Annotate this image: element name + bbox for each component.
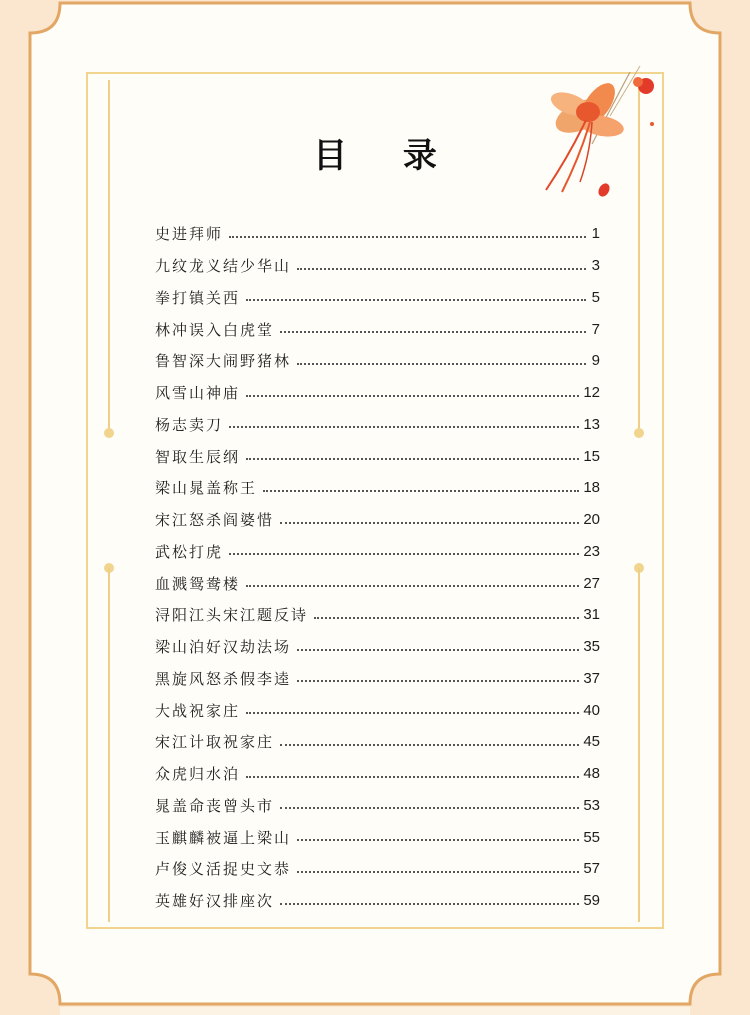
toc-leader-dots [246,776,579,778]
toc-entry-title: 浔阳江头宋江题反诗 [155,606,309,625]
toc-entry-page: 27 [583,574,600,592]
right-rule-upper-end [634,428,644,438]
toc-entry[interactable] [155,726,600,758]
toc-leader-dots [280,807,579,809]
toc-entry[interactable] [155,472,600,504]
toc-leader-dots [280,903,579,905]
toc-leader-dots [297,363,586,365]
toc-entry-title: 风雪山神庙 [155,384,241,403]
toc-entry-page: 45 [583,733,600,751]
left-rule-upper-end [104,428,114,438]
toc-entry-page: 55 [583,828,600,846]
toc-entry-title: 鲁智深大闹野猪林 [155,352,292,371]
toc-entry[interactable] [155,853,600,885]
toc-entry-title: 宋江计取祝家庄 [155,733,275,752]
toc-entry-title: 卢俊义活捉史文恭 [155,860,292,879]
toc-entry-page: 20 [583,511,600,529]
toc-entry-page: 18 [583,479,600,497]
toc-entry-page: 3 [591,257,600,275]
toc-entry[interactable] [155,631,600,663]
toc-entry-page: 37 [583,669,600,687]
page-title: 目 录 [313,136,459,176]
toc-leader-dots [229,236,586,238]
toc-entry-title: 宋江怒杀阎婆惜 [155,511,275,530]
toc-entry-page: 7 [591,320,600,338]
toc-entry-page: 13 [583,415,600,433]
toc-leader-dots [297,649,579,651]
toc-entry[interactable] [155,313,600,345]
toc-entry[interactable] [155,440,600,472]
toc-entry-page: 48 [583,765,600,783]
toc-leader-dots [246,458,579,460]
toc-entry-title: 杨志卖刀 [155,415,224,434]
toc-leader-dots [297,871,579,873]
toc-entry[interactable] [155,790,600,822]
toc-entry-title: 九纹龙义结少华山 [155,257,292,276]
bottom-strip [60,1007,690,1015]
toc-entry-title: 晁盖命丧曾头市 [155,796,275,815]
toc-entry-page: 23 [583,542,600,560]
toc-entry[interactable] [155,504,600,536]
toc-entry[interactable] [155,694,600,726]
toc-leader-dots [314,617,579,619]
toc-leader-dots [280,331,586,333]
toc-leader-dots [297,680,579,682]
toc-entry-title: 拳打镇关西 [155,288,241,307]
toc-entry[interactable] [155,567,600,599]
toc-entry-title: 玉麒麟被逼上梁山 [155,828,292,847]
toc-leader-dots [229,426,579,428]
toc-entry-title: 武松打虎 [155,542,224,561]
toc-entry[interactable] [155,599,600,631]
toc-entry-page: 15 [583,447,600,465]
toc-entry-page: 5 [591,288,600,306]
left-rule-lower [108,568,110,922]
toc-entry-page: 9 [591,352,600,370]
toc-leader-dots [280,744,579,746]
toc-entry-title: 梁山泊好汉劫法场 [155,638,292,657]
toc-leader-dots [246,712,579,714]
toc-entry-page: 59 [583,892,600,910]
toc-entry-title: 黑旋风怒杀假李逵 [155,669,292,688]
toc-entry[interactable] [155,758,600,790]
toc-entry[interactable] [155,345,600,377]
toc-entry-title: 大战祝家庄 [155,701,241,720]
toc-entry[interactable] [155,282,600,314]
toc-entry-title: 林冲误入白虎堂 [155,320,275,339]
toc-entry-page: 31 [583,606,600,624]
toc-entry[interactable] [155,663,600,695]
toc-entry-title: 梁山晁盖称王 [155,479,258,498]
toc-leader-dots [297,839,579,841]
right-rule-lower [638,568,640,922]
toc-entry-title: 史进拜师 [155,225,224,244]
toc-leader-dots [297,268,586,270]
toc-entry[interactable] [155,250,600,282]
toc-entry-page: 40 [583,701,600,719]
toc-entry-page: 53 [583,796,600,814]
toc-leader-dots [229,553,579,555]
toc-entry-page: 12 [583,384,600,402]
toc-entry-title: 血溅鸳鸯楼 [155,574,241,593]
toc-leader-dots [246,585,579,587]
toc-entry[interactable] [155,218,600,250]
toc-leader-dots [246,299,586,301]
toc-entry[interactable] [155,885,600,917]
toc-entry-title: 众虎归水泊 [155,765,241,784]
toc-entry[interactable] [155,821,600,853]
toc-entry-title: 英雄好汉排座次 [155,892,275,911]
toc-leader-dots [263,490,579,492]
toc-entry-page: 1 [591,225,600,243]
toc-entry[interactable] [155,536,600,568]
toc-entry[interactable] [155,409,600,441]
toc-list [155,218,600,917]
toc-entry-page: 57 [583,860,600,878]
toc-entry-title: 智取生辰纲 [155,447,241,466]
toc-entry[interactable] [155,377,600,409]
toc-entry-page: 35 [583,638,600,656]
toc-leader-dots [246,395,579,397]
toc-leader-dots [280,522,579,524]
